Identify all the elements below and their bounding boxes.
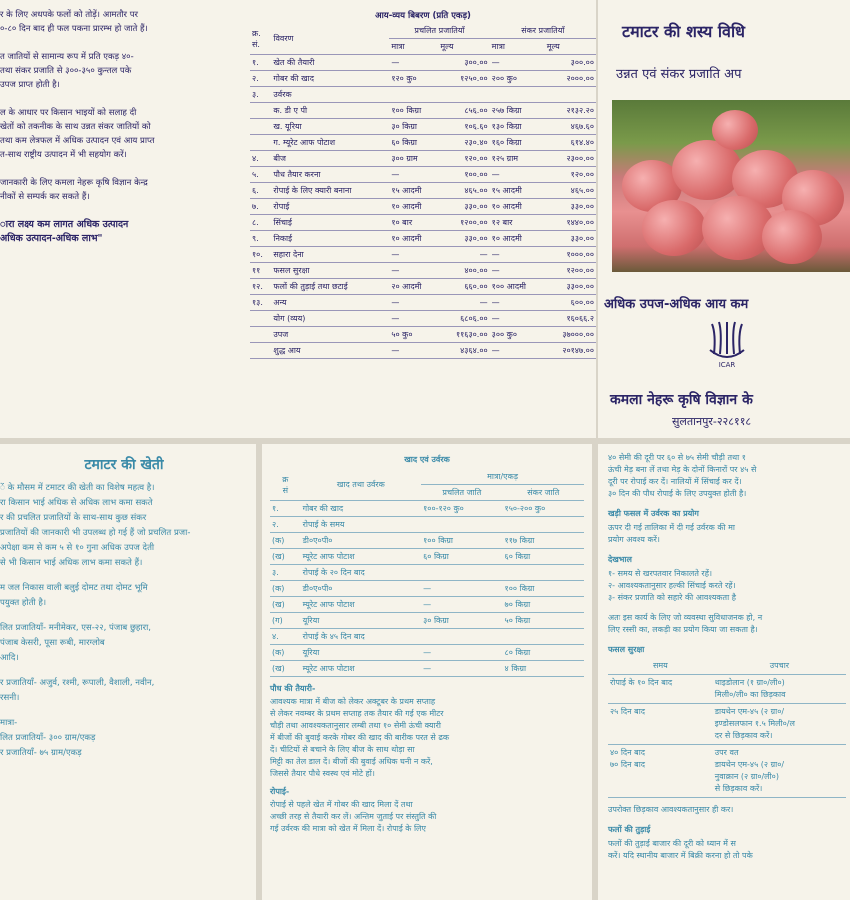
row-sn: २. xyxy=(270,517,301,533)
row-cost-traditional: १०६.६० xyxy=(438,119,489,135)
row-cost-traditional: १२००.०० xyxy=(438,215,489,231)
table-row xyxy=(250,87,596,103)
row-description: फलों की तुड़ाई तथा छटाई xyxy=(271,279,389,295)
row-qty-hybrid: १६० किग्रा xyxy=(490,135,545,151)
row-sn: ३. xyxy=(250,87,271,103)
row-cost-hybrid xyxy=(545,87,596,103)
table-row xyxy=(250,199,596,215)
row-cost-traditional: ४६५.०० xyxy=(438,183,489,199)
row-qty-traditional: — xyxy=(389,247,438,263)
column-cost: मूल्य xyxy=(545,39,596,55)
row-sn xyxy=(250,343,271,359)
row-cost-hybrid: १२००.०० xyxy=(545,263,596,279)
row-cost-traditional: — xyxy=(438,247,489,263)
table-row xyxy=(250,231,596,247)
row-qty-hybrid: — xyxy=(490,263,545,279)
row-description: बीज xyxy=(271,151,389,167)
row-cost-hybrid: ३००.०० xyxy=(545,55,596,71)
row-qty-hybrid: २०० कु० xyxy=(490,71,545,87)
row-cost-traditional: ४३६४.०० xyxy=(438,343,489,359)
table-row xyxy=(270,501,584,517)
table-row xyxy=(608,704,846,745)
row-hybrid: ८० किग्रा xyxy=(503,645,584,661)
row-qty-traditional: — xyxy=(389,263,438,279)
row-description: सहारा देना xyxy=(271,247,389,263)
brochure-panel-income-expense xyxy=(250,0,596,438)
paragraph-traditional-varieties: लित प्रजातियाँ- मनीमेकर, एस-२२, पंजाब छुहारा, पंजाब केसरी, पूसा रूबी, मारग्लोब आदि। xyxy=(0,623,152,663)
table-row xyxy=(270,645,584,661)
row-sn: ६. xyxy=(250,183,271,199)
brochure-cover xyxy=(598,0,850,438)
table-row xyxy=(608,745,846,798)
row-cost-hybrid: ३३००.०० xyxy=(545,279,596,295)
table-row xyxy=(270,597,584,613)
table-row xyxy=(250,327,596,343)
row-description: क. डी ए पी xyxy=(271,103,389,119)
row-cost-traditional: ६८०६.०० xyxy=(438,311,489,327)
row-qty-traditional: १२० कु० xyxy=(389,71,438,87)
paragraph-hybrid-varieties: र प्रजातियाँ- अजुर्व, रश्मी, रूपाली, वैशाली, नवीन, रसनी। xyxy=(0,678,155,703)
row-sn: (क) xyxy=(270,645,301,661)
row-sn xyxy=(250,119,271,135)
row-sn: (ख) xyxy=(270,549,301,565)
table-row xyxy=(270,549,584,565)
row-qty-hybrid: — xyxy=(490,311,545,327)
row-fertilizer: रोपाई के २० दिन बाद xyxy=(301,565,422,581)
income-expense-title: आय-व्यय बिबरण (प्रति एकड़) xyxy=(375,11,471,21)
row-time: २५ दिन बाद xyxy=(608,704,713,745)
brochure-panel-crop-care xyxy=(598,444,850,900)
row-qty-traditional: ६० किग्रा xyxy=(389,135,438,151)
row-fertilizer: डी०ए०पी० xyxy=(301,533,422,549)
icar-logo xyxy=(704,320,750,370)
harvest-heading: फलों की तुड़ाई xyxy=(608,825,651,834)
row-sn: ५. xyxy=(250,167,271,183)
row-cost-hybrid: १४४०.०० xyxy=(545,215,596,231)
table-row xyxy=(270,581,584,597)
row-qty-hybrid: १० आदमी xyxy=(490,199,545,215)
table-row xyxy=(250,263,596,279)
row-fertilizer: रोपाई के ४५ दिन बाद xyxy=(301,629,422,645)
row-remedy: डायथेन एम-४५ (२ ग्रा०/ इण्डोसलफान १.५ मिली०/ल दर से छिड़काव करें। xyxy=(713,704,846,745)
row-cost-hybrid: २३००.०० xyxy=(545,151,596,167)
column-hybrid: संकर जाति xyxy=(503,485,584,501)
row-qty-hybrid: १५ आदमी xyxy=(490,183,545,199)
row-sn: (क) xyxy=(270,581,301,597)
transplant-text: रोपाई से पहले खेत में गोबर की खाद मिला दें तथा अच्छी तरह से तैयारी कर लें। अन्तिम जुताई पर संस्तुति की गई उर्वरक की मात्रा को खेत में मिला दें। रोपाई के लिए xyxy=(270,800,437,833)
table-row xyxy=(250,311,596,327)
row-traditional: ३० किग्रा xyxy=(421,613,502,629)
row-qty-traditional xyxy=(389,87,438,103)
row-hybrid: ४ किग्रा xyxy=(503,661,584,677)
row-description: सिंचाई xyxy=(271,215,389,231)
row-cost-traditional: — xyxy=(438,295,489,311)
row-sn xyxy=(250,135,271,151)
row-qty-hybrid: १० आदमी xyxy=(490,231,545,247)
row-qty-traditional: १०० किग्रा xyxy=(389,103,438,119)
row-sn: ७. xyxy=(250,199,271,215)
row-hybrid xyxy=(503,629,584,645)
protection-table xyxy=(608,658,846,798)
row-qty-hybrid: — xyxy=(490,167,545,183)
row-description: अन्य xyxy=(271,295,389,311)
row-sn: २. xyxy=(250,71,271,87)
table-row xyxy=(250,55,596,71)
row-traditional: — xyxy=(421,581,502,597)
row-description: ग. म्यूरेट आफ पोटाश xyxy=(271,135,389,151)
paragraph-support: अतः इस कार्य के लिए जो व्यवस्था सुविधाजनक हो, न लिए रस्सी का, लकड़ी का प्रयोग किया जा सकता है। xyxy=(608,613,763,634)
paragraph-harvest: फलों की तुड़ाई बाजार की दूरी को ध्यान में स करें। यदि स्थानीय बाजार में बिक्री करना हो तो पके xyxy=(608,839,753,860)
paragraph-seed-rate: मात्रा- लित प्रजातियाँ- ३०० ग्राम/एकड़ र प्रजातियाँ- ७५ ग्राम/एकड़ xyxy=(0,718,96,758)
row-time: ४० दिन बाद ७० दिन बाद xyxy=(608,745,713,798)
row-traditional: १००-१२० कु० xyxy=(421,501,502,517)
table-row xyxy=(270,629,584,645)
row-traditional: १०० किग्रा xyxy=(421,533,502,549)
row-qty-hybrid: २५७ किग्रा xyxy=(490,103,545,119)
row-fertilizer: म्यूरेट आफ पोटाश xyxy=(301,661,422,677)
row-sn: (क) xyxy=(270,533,301,549)
column-sn: क्र सं xyxy=(270,469,301,501)
column-description: विवरण xyxy=(271,23,389,55)
row-description: रोपाई xyxy=(271,199,389,215)
icar-logo-text: ICAR xyxy=(718,361,736,369)
row-description: पौध तैयार करना xyxy=(271,167,389,183)
row-qty-traditional: १० आदमी xyxy=(389,199,438,215)
row-sn: १. xyxy=(250,55,271,71)
cover-slogan: अधिक उपज-अधिक आय कम xyxy=(604,297,749,312)
row-hybrid xyxy=(503,565,584,581)
table-row xyxy=(250,295,596,311)
row-fertilizer: म्यूरेट आफ पोटाश xyxy=(301,549,422,565)
row-description: खेत की तैयारी xyxy=(271,55,389,71)
row-qty-hybrid: — xyxy=(490,295,545,311)
column-qty: मात्रा xyxy=(389,39,438,55)
table-row xyxy=(270,661,584,677)
table-row xyxy=(250,103,596,119)
row-description: उर्वरक xyxy=(271,87,389,103)
row-hybrid: १५०-२०० कु० xyxy=(503,501,584,517)
fertilizer-title: खाद एवं उर्वरक xyxy=(404,455,450,464)
row-qty-traditional: — xyxy=(389,167,438,183)
row-remedy: उपर वत डायथेन एम-४५ (२ ग्रा०/ नुवाक्रान (२ ग्रा०/ली०) से छिड़काव करें। xyxy=(713,745,846,798)
row-cost-hybrid: ३७०००.०० xyxy=(545,327,596,343)
row-traditional xyxy=(421,517,502,533)
table-row xyxy=(270,613,584,629)
row-time: रोपाई के १० दिन बाद xyxy=(608,675,713,704)
section-heading-tomato-farming: टमाटर की खेती xyxy=(84,457,164,473)
row-sn: ४. xyxy=(270,629,301,645)
table-row xyxy=(250,279,596,295)
row-cost-hybrid: ६१४.४० xyxy=(545,135,596,151)
row-cost-traditional xyxy=(438,87,489,103)
row-qty-traditional: — xyxy=(389,295,438,311)
table-row xyxy=(608,675,846,704)
table-row xyxy=(270,565,584,581)
row-cost-hybrid: २१३२.२० xyxy=(545,103,596,119)
paragraph-contact: जानकारी के लिए कमला नेहरू कृषि विज्ञान केन्द्र नीकों से सम्पर्क कर सकते हैं। xyxy=(0,178,148,202)
nursery-heading: पौध की तैयारी- xyxy=(270,684,316,693)
row-fertilizer: डी०ए०पी० xyxy=(301,581,422,597)
fertilizer-use-heading: खड़ी फसल में उर्वरक का प्रयोग xyxy=(608,509,699,518)
paragraph-advice: ल के आधार पर किसान भाइयों को सलाह दी खेतों को तकनीक के साथ उन्नत संकर जातियों को तथा कम लेत्रफल में अधिक उत्पादन एवं आय प्राप्त त-साथ राष्ट्रीय उत्पादन में भी सहयोग करें। xyxy=(0,108,155,160)
row-description: गोबर की खाद xyxy=(271,71,389,87)
row-qty-hybrid: १२ बार xyxy=(490,215,545,231)
brochure-panel-fertilizer xyxy=(262,444,592,900)
goal-statement: ारा लक्ष्य कम लागत अधिक उत्पादन अधिक उत्पादन-अधिक लाभ" xyxy=(0,219,129,244)
row-qty-traditional: १५ आदमी xyxy=(389,183,438,199)
row-qty-hybrid: १२५ ग्राम xyxy=(490,151,545,167)
row-fertilizer: यूरिया xyxy=(301,645,422,661)
table-row xyxy=(250,119,596,135)
row-cost-hybrid: ६००.०० xyxy=(545,295,596,311)
row-description: उपज xyxy=(271,327,389,343)
column-traditional: प्रचलित जाति xyxy=(421,485,502,501)
row-sn: ११ xyxy=(250,263,271,279)
row-description: रोपाई के लिए क्यारी बनाना xyxy=(271,183,389,199)
row-sn: १२. xyxy=(250,279,271,295)
institute-place: सुलतानपुर-२२८११८ xyxy=(672,415,752,428)
row-cost-hybrid: १०००.०० xyxy=(545,247,596,263)
row-qty-hybrid: ३०० कु० xyxy=(490,327,545,343)
column-remedy: उपचार xyxy=(713,658,846,675)
row-sn: (ख) xyxy=(270,661,301,677)
paragraph-spacing: ४० सेमी की दूरी पर ६० से ७५ सेमी चौड़ी तथा १ ऊंची मेड़ बना लें तथा मेड़ के दोनों किनारों पर ४५ से दूरी पर रोपाई कर दें। नालियों में सिंचाई कर दें। ३० दिन की पौध रोपाई के लिए उपयुक्त होती है। xyxy=(608,453,757,498)
row-sn: ९. xyxy=(250,231,271,247)
row-cost-traditional: ६६०.०० xyxy=(438,279,489,295)
fertilizer-table xyxy=(270,469,584,677)
table-row xyxy=(250,135,596,151)
paragraph-intro: ें के मौसम में टमाटर की खेती का विशेष महत्व है। रा किसान भाई अधिक से अधिक लाभ कमा सकते र की प्रचलित प्रजातियों के साथ-साथ कुछ संकर प्रजातियों की जानकारी भी उपलब्ध हो गई हैं जो प्रचलित प्रजा- अपेक्षा कम से कम ५ से १० गुना अधिक उपज देती से भी किसान भाई अधिक लाभ कमा सकते हैं। xyxy=(0,483,191,568)
table-row xyxy=(250,343,596,359)
row-sn: ३. xyxy=(270,565,301,581)
row-description: ख. यूरिया xyxy=(271,119,389,135)
tomato-photo xyxy=(612,100,850,272)
row-cost-traditional: ८५६.०० xyxy=(438,103,489,119)
row-description: योग (व्यय) xyxy=(271,311,389,327)
row-traditional: — xyxy=(421,597,502,613)
row-remedy: थाइडोलान (१ ग्रा०/ली०) मिली०/ली० का छिड़काव xyxy=(713,675,846,704)
row-cost-traditional: ३३०.०० xyxy=(438,199,489,215)
row-cost-traditional: १००.०० xyxy=(438,167,489,183)
paragraph-yield: त जातियों से सामान्य रूप में प्रति एकड़ ४०- तथा संकर प्रजाति से ३००-३५० कुन्तल पके उपज प्राप्त होती है। xyxy=(0,52,134,90)
row-fertilizer: म्यूरेट आफ पोटाश xyxy=(301,597,422,613)
row-fertilizer: गोबर की खाद xyxy=(301,501,422,517)
row-hybrid: ११७ किग्रा xyxy=(503,533,584,549)
row-qty-traditional: ३०० ग्राम xyxy=(389,151,438,167)
row-sn xyxy=(250,103,271,119)
institute-name: कमला नेहरू कृषि विज्ञान के xyxy=(610,392,753,408)
row-sn: ८. xyxy=(250,215,271,231)
row-description: शुद्ध आय xyxy=(271,343,389,359)
row-cost-hybrid: ४६५.०० xyxy=(545,183,596,199)
table-row xyxy=(270,517,584,533)
row-fertilizer: रोपाई के समय xyxy=(301,517,422,533)
row-fertilizer: यूरिया xyxy=(301,613,422,629)
row-sn xyxy=(250,311,271,327)
column-cost: मूल्य xyxy=(438,39,489,55)
table-row xyxy=(250,183,596,199)
row-cost-traditional: २३०.४० xyxy=(438,135,489,151)
row-hybrid: ७० किग्रा xyxy=(503,597,584,613)
cover-title: टमाटर की शस्य विधि xyxy=(622,22,745,41)
row-qty-traditional: १० बार xyxy=(389,215,438,231)
row-cost-traditional: १२०.०० xyxy=(438,151,489,167)
row-qty-traditional: — xyxy=(389,343,438,359)
row-qty-hybrid: १३० किग्रा xyxy=(490,119,545,135)
row-qty-traditional: १० आदमी xyxy=(389,231,438,247)
column-group-hybrid: संकर प्रजातियाँ xyxy=(490,23,596,39)
row-qty-hybrid: — xyxy=(490,343,545,359)
row-sn: १३. xyxy=(250,295,271,311)
row-qty-traditional: ३० किग्रा xyxy=(389,119,438,135)
brochure-panel-closing-text xyxy=(0,0,262,438)
nursery-text: आवश्यक मात्रा में बीज को लेकर अक्टूबर के प्रथम सप्ताह से लेकर नवम्बर के प्रथम सप्ताह तक तैयार की गई एक मीटर चौड़ी तथा आवश्यकतानुसार लम्बी तथा १० सेमी ऊंची क्यारी में बीजों की बुवाई करके गोबर की खाद की बारीक परत से ढक दें। चीटियों से बचाने के लिए बीज के साथ थोड़ा सा मिट्टी का तेल डाल दें। बीजों की बुवाई अधिक घनी न करें, जिससे तैयार पौधे स्वस्थ एवं मोटे हों। xyxy=(270,697,450,778)
table-row xyxy=(270,533,584,549)
row-cost-traditional: ४००.०० xyxy=(438,263,489,279)
row-cost-traditional: १२५०.०० xyxy=(438,71,489,87)
row-qty-traditional: ५० कु० xyxy=(389,327,438,343)
column-group-quantity: मात्रा/एकड़ xyxy=(421,469,584,485)
row-cost-hybrid: २०१४७.०० xyxy=(545,343,596,359)
cover-subtitle: उन्नत एवं संकर प्रजाति अप xyxy=(616,67,742,82)
column-sn: क्र. सं. xyxy=(250,23,271,55)
row-sn: (ग) xyxy=(270,613,301,629)
row-cost-hybrid: १६०६६.२ xyxy=(545,311,596,327)
table-row xyxy=(250,71,596,87)
row-hybrid xyxy=(503,517,584,533)
row-traditional: — xyxy=(421,661,502,677)
column-qty: मात्रा xyxy=(490,39,545,55)
row-traditional xyxy=(421,629,502,645)
brochure-panel-tomato-farming xyxy=(0,444,256,900)
table-row xyxy=(250,167,596,183)
paragraph-soil: म जल निकास वाली बलुई दोमट तथा दोमट भूमि पयुक्त होती है। xyxy=(0,583,148,608)
row-cost-traditional: ३३०.०० xyxy=(438,231,489,247)
care-heading: देखभाल xyxy=(608,555,632,564)
row-hybrid: १०० किग्रा xyxy=(503,581,584,597)
row-cost-traditional: ११६३०.०० xyxy=(438,327,489,343)
row-description: निकाई xyxy=(271,231,389,247)
paragraph-harvest-timing: र के लिए अधपके फलों को तोड़ें। आमतौर पर ०-८० दिन बाद ही फल पकना प्रारम्भ हो जाते हैं। xyxy=(0,10,148,34)
row-sn: १०. xyxy=(250,247,271,263)
paragraph-fertilizer-use: ऊपर दी गई तालिका में दी गई उर्वरक की मा प्रयोग अवश्य करें। xyxy=(608,523,735,544)
protection-heading: फसल सुरक्षा xyxy=(608,645,645,654)
row-sn: (ख) xyxy=(270,597,301,613)
column-fertilizer: खाद तथा उर्वरक xyxy=(301,469,422,501)
row-cost-hybrid: १२०.०० xyxy=(545,167,596,183)
row-cost-hybrid: ३३०.०० xyxy=(545,231,596,247)
row-description: फसल सुरक्षा xyxy=(271,263,389,279)
column-time: समय xyxy=(608,658,713,675)
row-cost-traditional: ३००.०० xyxy=(438,55,489,71)
row-qty-hybrid: — xyxy=(490,55,545,71)
row-hybrid: ५० किग्रा xyxy=(503,613,584,629)
row-cost-hybrid: ४६७.६० xyxy=(545,119,596,135)
paragraph-after-table: उपरोक्त छिड़काव आवश्यकतानुसार ही कर। xyxy=(608,805,734,814)
row-traditional: ६० किग्रा xyxy=(421,549,502,565)
row-traditional xyxy=(421,565,502,581)
row-qty-traditional: २० आदमी xyxy=(389,279,438,295)
row-sn xyxy=(250,327,271,343)
transplant-heading: रोपाई- xyxy=(270,787,290,796)
row-sn: ४. xyxy=(250,151,271,167)
row-qty-hybrid: — xyxy=(490,247,545,263)
table-row xyxy=(250,151,596,167)
row-sn: १. xyxy=(270,501,301,517)
table-row xyxy=(250,247,596,263)
row-cost-hybrid: २०००.०० xyxy=(545,71,596,87)
row-qty-hybrid: १०० आदमी xyxy=(490,279,545,295)
column-group-traditional: प्रचलित प्रजातियाँ xyxy=(389,23,489,39)
row-qty-traditional: — xyxy=(389,55,438,71)
row-hybrid: ६० किग्रा xyxy=(503,549,584,565)
row-traditional: — xyxy=(421,645,502,661)
row-cost-hybrid: ३३०.०० xyxy=(545,199,596,215)
paragraph-care: १- समय से खरपतवार निकालते रहें। २- आवश्यकतानुसार हल्की सिंचाई करते रहें। ३- संकर प्रजाति को सहारे की आवश्यकता है xyxy=(608,569,736,602)
table-row xyxy=(250,215,596,231)
row-qty-hybrid xyxy=(490,87,545,103)
income-expense-table xyxy=(250,23,596,359)
row-qty-traditional: — xyxy=(389,311,438,327)
